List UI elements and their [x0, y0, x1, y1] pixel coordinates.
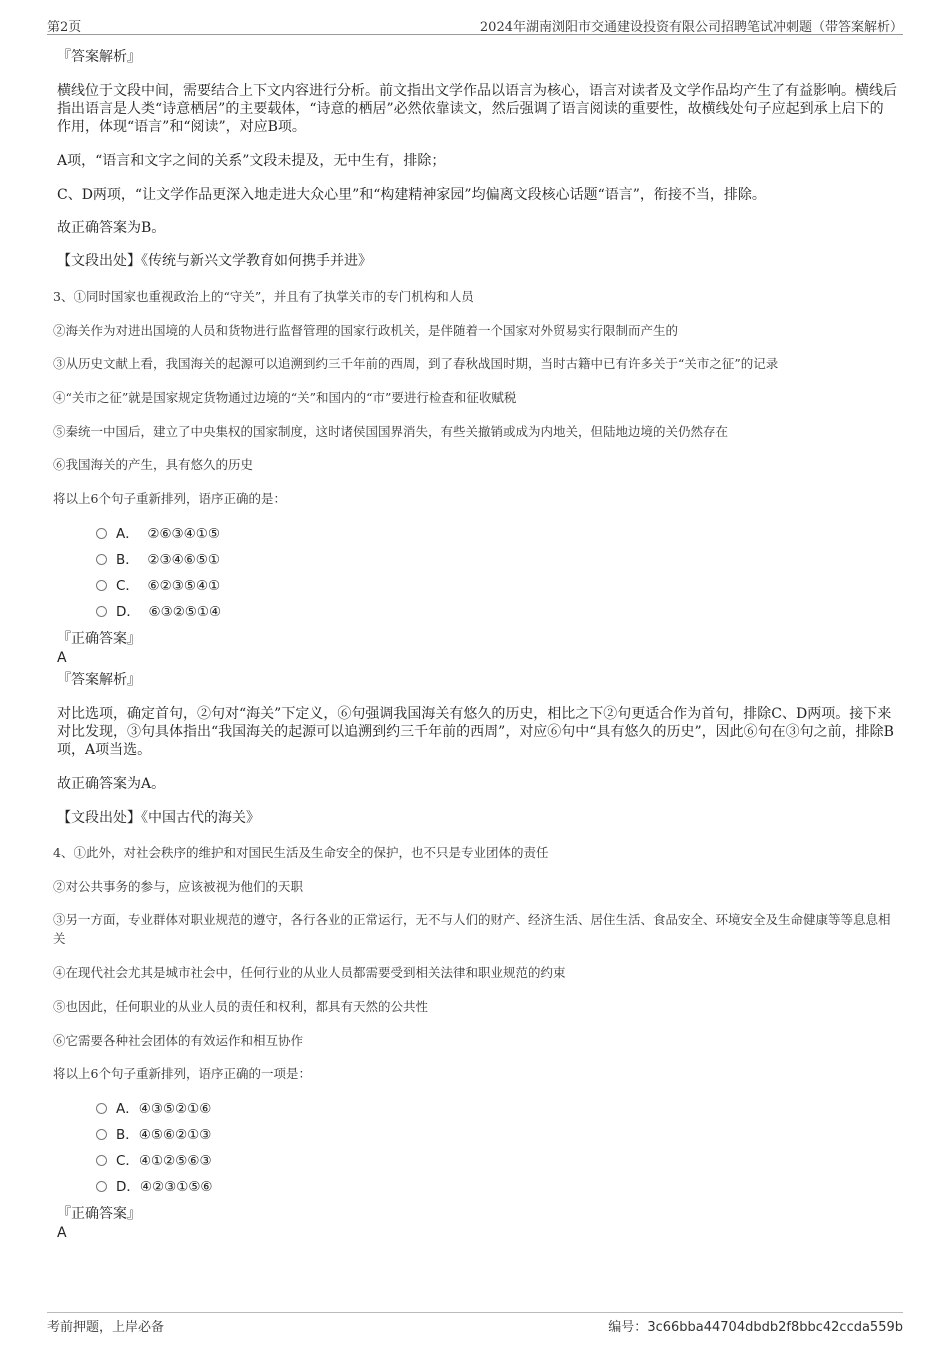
analysis-paragraph: A项，“语言和文字之间的关系”文段未提及，无中生有，排除； — [57, 153, 446, 169]
document-title: 2024年湖南浏阳市交通建设投资有限公司招聘笔试冲刺题（带答案解析） — [479, 20, 903, 35]
radio-button[interactable] — [96, 528, 107, 539]
radio-button[interactable] — [96, 1155, 107, 1166]
analysis-conclusion: 故正确答案为A。 — [57, 776, 166, 792]
option-d[interactable]: D．④②③①⑤⑥ — [96, 1177, 213, 1197]
document-code: 编号：3c66bba44704dbdb2f8bbc42ccda559b — [608, 1320, 903, 1335]
answer-label: 『正确答案』 — [57, 1206, 141, 1222]
option-b[interactable]: B． ②③④⑥⑤① — [96, 550, 220, 570]
question-sentence: ②海关作为对进出国境的人员和货物进行监督管理的国家行政机关，是伴随着一个国家对外贸易实行限制而产生的 — [53, 323, 679, 338]
radio-button[interactable] — [96, 606, 107, 617]
radio-button[interactable] — [96, 1129, 107, 1140]
question-sentence: ③从历史文献上看，我国海关的起源可以追溯到约三千年前的西周，到了春秋战国时期，当时古籍中已有许多关于“关市之征”的记录 — [53, 356, 779, 371]
analysis-conclusion: 故正确答案为B。 — [57, 220, 166, 236]
question-sentence: ⑥我国海关的产生，具有悠久的历史 — [53, 457, 254, 472]
question-sentence: ④“关市之征”就是国家规定货物通过边境的“关”和国内的“市”要进行检查和征收赋税 — [53, 390, 517, 405]
page-header — [47, 14, 903, 35]
answer-value: A — [57, 650, 67, 666]
page-number: 第2页 — [47, 20, 82, 35]
source-citation: 【文段出处】《传统与新兴文学教育如何携手并进》 — [57, 253, 372, 269]
question-sentence: ③另一方面，专业群体对职业规范的遵守，各行各业的正常运行，无不与人们的财产、经济生活、居住生活、食品安全、环境安全及生命健康等等息息相关 — [53, 912, 891, 946]
question-sentence: ⑤也因此，任何职业的从业人员的责任和权利，都具有天然的公共性 — [53, 999, 429, 1014]
option-c[interactable]: C． ⑥②③⑤④① — [96, 576, 220, 596]
question-sentence: 3、①同时国家也重视政治上的“守关”，并且有了执掌关市的专门机构和人员 — [53, 289, 474, 304]
option-c[interactable]: C．④①②⑤⑥③ — [96, 1151, 212, 1171]
answer-label: 『正确答案』 — [57, 631, 141, 647]
question-sentence: ②对公共事务的参与，应该被视为他们的天职 — [53, 879, 304, 894]
analysis-paragraph: 横线位于文段中间，需要结合上下文内容进行分析。前文指出文学作品以语言为核心，语言对读者及文学作品均产生了有益影响。横线后指出语言是人类“诗意栖居”的主要载体，“诗意的栖居”必然依靠读文，然后强调了语言阅读的重要性，故横线处句子应起到承上启下的作用，体现“语言”和“阅读”，对应B项。 — [57, 83, 897, 135]
analysis-label: 『答案解析』 — [57, 672, 141, 688]
page-footer — [47, 1312, 903, 1337]
radio-button[interactable] — [96, 1103, 107, 1114]
source-citation: 【文段出处】《中国古代的海关》 — [57, 810, 260, 826]
radio-button[interactable] — [96, 554, 107, 565]
option-a[interactable]: A． ②⑥③④①⑤ — [96, 524, 220, 544]
question-sentence: ⑥它需要各种社会团体的有效运作和相互协作 — [53, 1033, 304, 1048]
radio-button[interactable] — [96, 580, 107, 591]
analysis-paragraph: 对比选项，确定首句，②句对“海关”下定义，⑥句强调我国海关有悠久的历史，相比之下②句更适合作为首句，排除C、D两项。接下来对比发现，③句具体指出“我国海关的起源可以追溯到约三千年前的西周”，对应⑥句中“具有悠久的历史”，因此⑥句在③句之前，排除B项，A项当选。 — [57, 706, 894, 758]
option-b[interactable]: B．④⑤⑥②①③ — [96, 1125, 211, 1145]
question-sentence: ④在现代社会尤其是城市社会中，任何行业的从业人员都需要受到相关法律和职业规范的约束 — [53, 965, 566, 980]
analysis-paragraph: C、D两项，“让文学作品更深入地走进大众心里”和“构建精神家园”均偏离文段核心话题“语言”，衔接不当，排除。 — [57, 187, 766, 203]
question-sentence: 4、①此外，对社会秩序的维护和对国民生活及生命安全的保护，也不只是专业团体的责任 — [53, 845, 549, 860]
question-prompt: 将以上6个句子重新排列，语序正确的是： — [53, 491, 286, 506]
footer-slogan: 考前押题，上岸必备 — [47, 1320, 165, 1335]
question-sentence: ⑤秦统一中国后，建立了中央集权的国家制度，这时诸侯国国界消失，有些关撤销或成为内地关，但陆地边境的关仍然存在 — [53, 424, 729, 439]
radio-button[interactable] — [96, 1181, 107, 1192]
analysis-label: 『答案解析』 — [57, 49, 141, 65]
option-a[interactable]: A．④③⑤②①⑥ — [96, 1099, 211, 1119]
option-d[interactable]: D． ⑥③②⑤①④ — [96, 602, 221, 622]
answer-value: A — [57, 1225, 67, 1241]
question-prompt: 将以上6个句子重新排列，语序正确的一项是： — [53, 1066, 311, 1081]
